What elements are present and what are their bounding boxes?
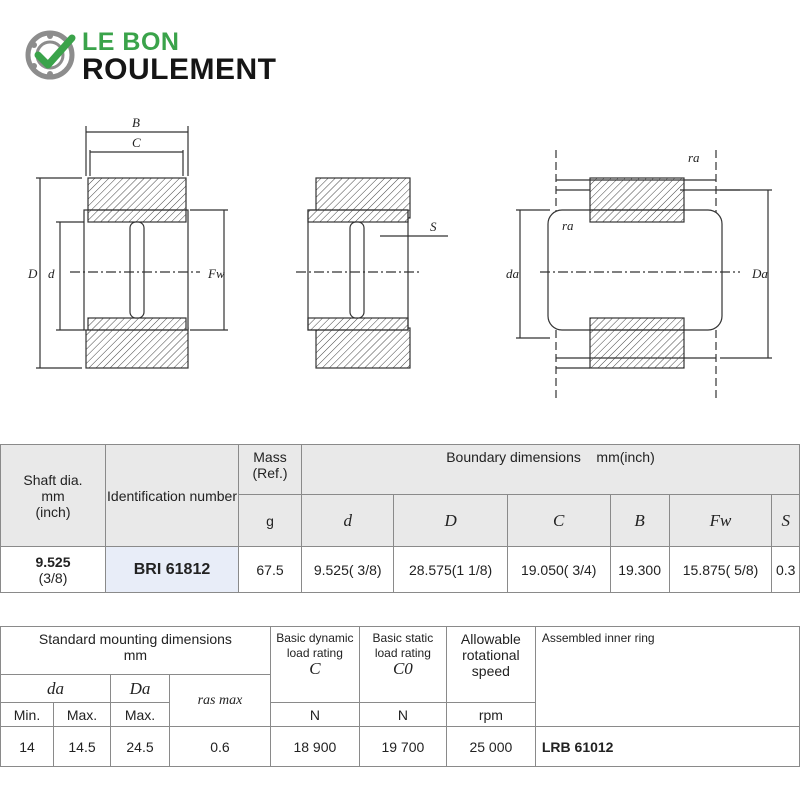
dyn-sym: C: [309, 659, 321, 678]
shaft-unit-alt: (inch): [35, 503, 71, 520]
ident-header: Identification number: [106, 445, 239, 547]
dyn-unit: N: [270, 703, 359, 727]
Fw-value: 15.875( 5/8): [669, 547, 772, 593]
stat-unit: N: [359, 703, 446, 727]
load-rating-table: [0, 626, 800, 767]
inner-ring-value: LRB 61012: [535, 727, 799, 767]
ras-subheader: ras max: [170, 675, 271, 727]
da-max-value: 14.5: [54, 727, 111, 767]
mass-header: [239, 445, 302, 495]
da-subheader: da: [1, 675, 111, 703]
boundary-header: [302, 445, 800, 495]
max2-subheader: Max.: [111, 703, 170, 727]
col-S: S: [772, 495, 800, 547]
C0-rating-value: 19 700: [359, 727, 446, 767]
stat-label: Basic static load rating: [372, 631, 434, 660]
Da-max-value: 24.5: [111, 727, 170, 767]
speed-header: Allowable rotational speed: [446, 627, 535, 703]
Da-subheader: Da: [111, 675, 170, 703]
S-value: 0.3: [772, 547, 800, 593]
label-C: C: [132, 135, 141, 150]
boundary-dimensions-table: [0, 444, 800, 593]
speed-unit: rpm: [446, 703, 535, 727]
d-value: 9.525( 3/8): [302, 547, 394, 593]
inner-ring-header: Assembled inner ring: [535, 627, 799, 727]
label-d: d: [48, 266, 55, 281]
max-subheader: Max.: [54, 703, 111, 727]
mounting-label: Standard mounting dimensions: [38, 631, 232, 647]
mounting-unit: mm: [123, 647, 148, 663]
dyn-label: Basic dynamic load rating: [276, 631, 354, 660]
min-subheader: Min.: [1, 703, 54, 727]
col-Fw: Fw: [669, 495, 772, 547]
boundary-label: Boundary dimensions: [446, 449, 581, 465]
shaft-mm: 9.525: [35, 553, 71, 570]
label-B: B: [132, 115, 140, 130]
mass-value: 67.5: [239, 547, 302, 593]
mass-unit: g: [239, 495, 302, 547]
col-C: C: [507, 495, 610, 547]
B-value: 19.300: [610, 547, 669, 593]
bearing-drawings: [0, 110, 800, 410]
col-d: d: [302, 495, 394, 547]
speed-value: 25 000: [446, 727, 535, 767]
shaft-value: [1, 547, 106, 593]
label-Da: Da: [752, 266, 768, 281]
bearing-section-view-2: [296, 178, 448, 368]
label-ra-outer: ra: [688, 150, 700, 165]
ident-value: BRI 61812: [106, 547, 239, 593]
mass-ref: (Ref.): [252, 465, 288, 481]
C-rating-value: 18 900: [270, 727, 359, 767]
label-da: da: [506, 266, 519, 281]
col-D: D: [394, 495, 507, 547]
label-D: D: [28, 266, 38, 281]
D-value: 28.575(1 1/8): [394, 547, 507, 593]
col-B: B: [610, 495, 669, 547]
label-ra-inner: ra: [562, 218, 574, 233]
ras-value: 0.6: [170, 727, 271, 767]
shaft-inch: (3/8): [38, 569, 68, 586]
stat-header: [359, 627, 446, 703]
logo-text-line2: ROULEMENT: [82, 53, 277, 86]
shaft-unit: mm: [41, 487, 65, 504]
shaft-label: Shaft dia.: [23, 471, 83, 488]
bearing-mounting-view: [516, 150, 772, 400]
shaft-dia-header: [1, 445, 106, 547]
boundary-unit: mm(inch): [596, 449, 655, 465]
stat-sym: C0: [392, 659, 413, 678]
bearing-logo-icon: [24, 28, 78, 82]
mass-label: Mass: [253, 449, 287, 465]
C-value: 19.050( 3/4): [507, 547, 610, 593]
mounting-header: [1, 627, 271, 675]
logo-text-line1: LE BON: [82, 28, 180, 56]
label-Fw: Fw: [208, 266, 225, 281]
dyn-header: [270, 627, 359, 703]
brand-logo: [24, 26, 304, 86]
bearing-section-view-1: [36, 126, 228, 368]
label-S: S: [430, 219, 437, 234]
da-min-value: 14: [1, 727, 54, 767]
